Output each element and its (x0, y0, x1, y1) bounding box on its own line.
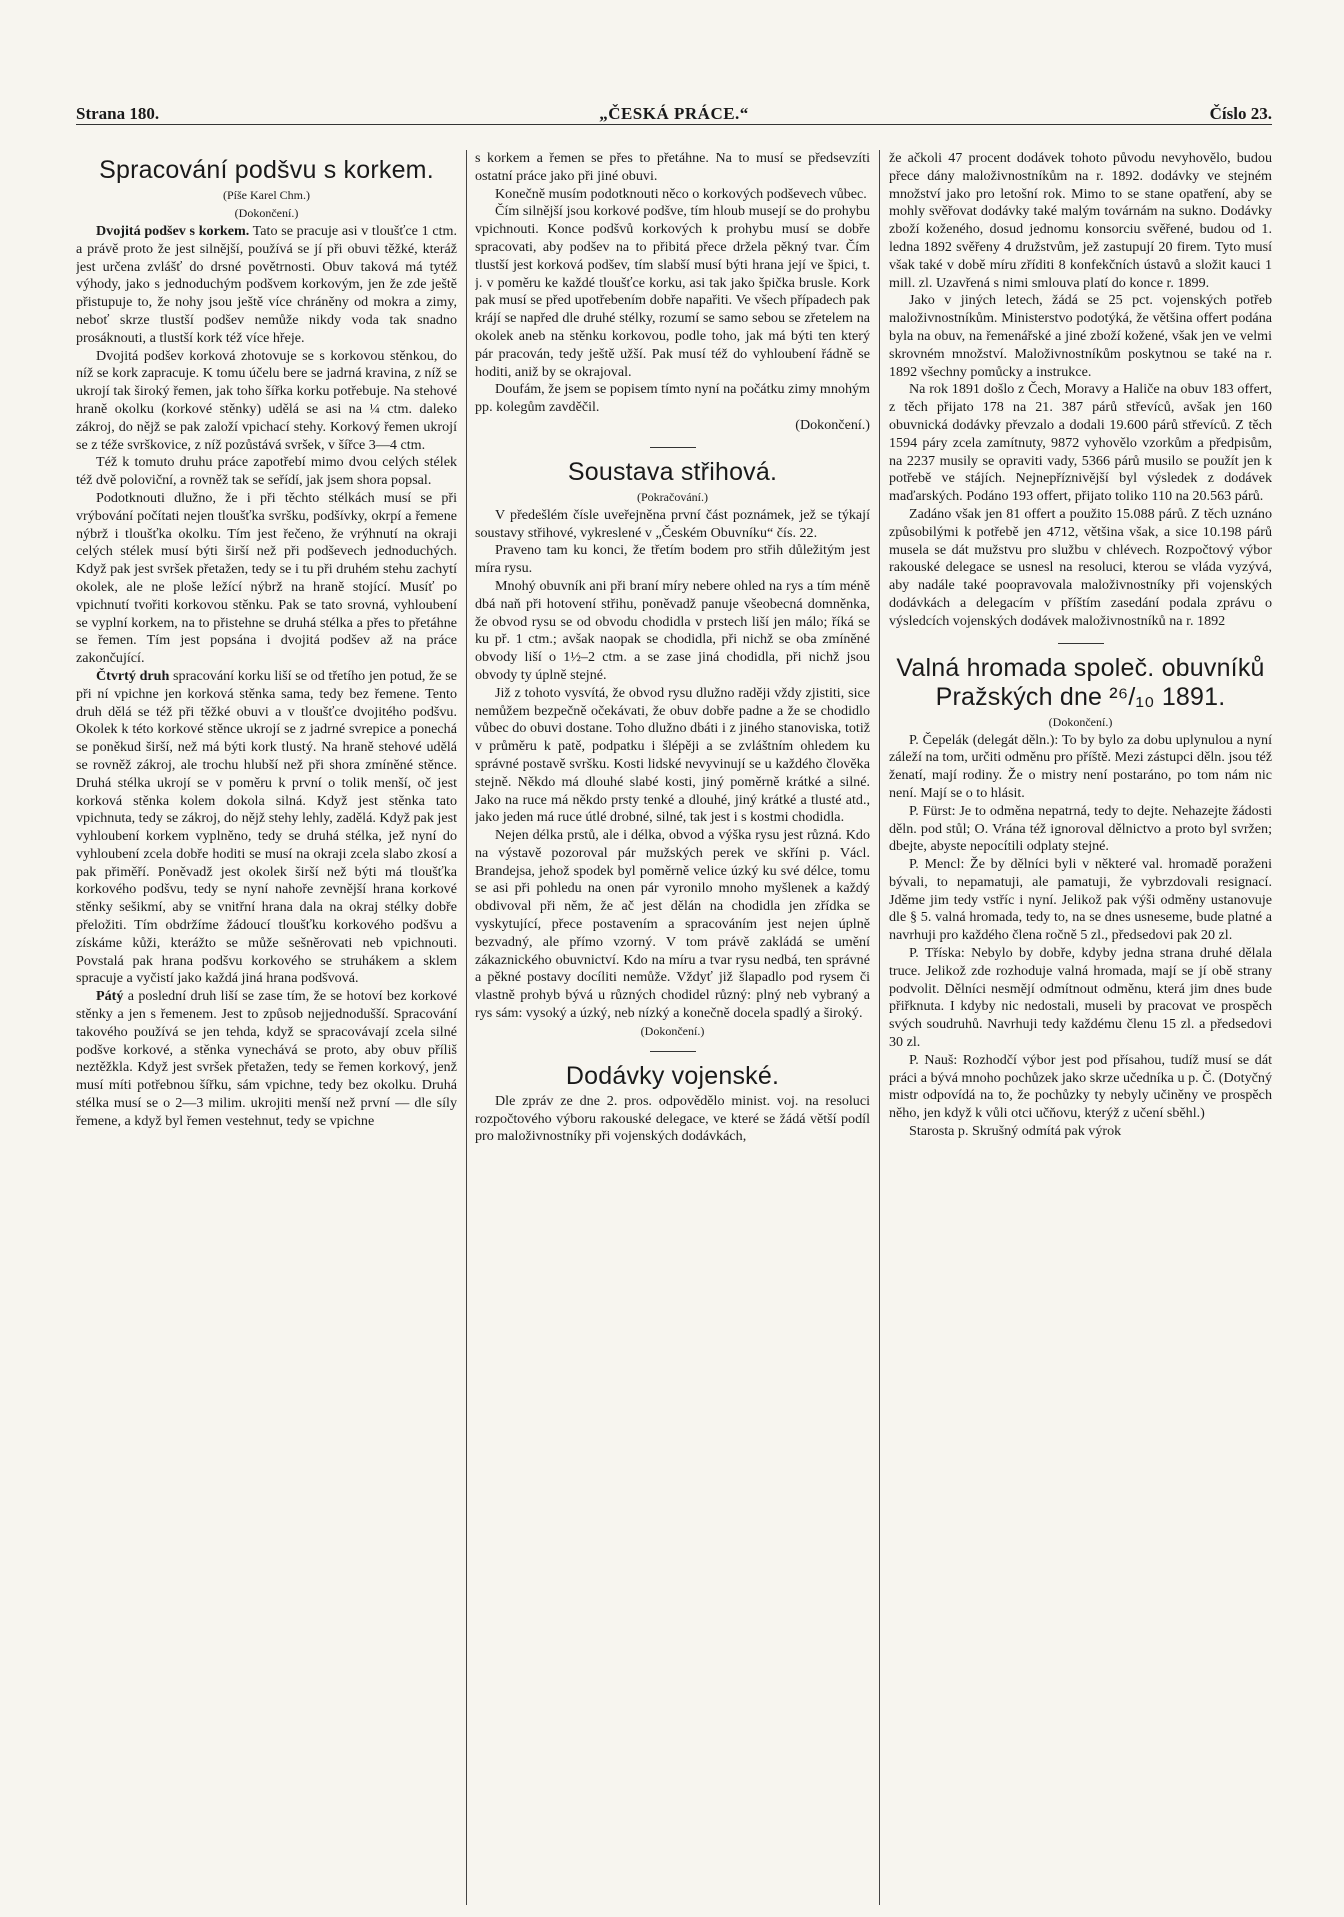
paragraph: P. Nauš: Rozhodčí výbor jest pod přísahou, tudíž musí se dát práci a bývá mnoho pochůzek jako skrze učedníka u p. Č. (Dotyčný mistr odpovídá na to, že pochůzky ty nebyly učiněny ve prospěch něho, jen když k vůli otci učňovu, kterýž z učení sběhl.) (889, 1051, 1272, 1122)
paragraph: Starosta p. Skrušný odmítá pak výrok (909, 1123, 1122, 1140)
article-status: (Pokračování.) (637, 489, 708, 504)
separator (650, 1051, 696, 1052)
paragraph: Na rok 1891 došlo z Čech, Moravy a Haliče na obuv 183 offert, z těch přijato 178 na 21. 387 párů střevíců, avšak jen 160 obuvnická dodávky převzalo a dodali 19.600 párů střevíců. Z těch 1594 páry zcela zamítnuty, 9872 vyhovělo vzorkům a předpisům, na 2237 musily se opraviti vady, 5366 párů musilo se použít jen k potřebě ve stájích. Nejnepříznivější byl výsledek z dodávek maďarských. Podáno 193 offert, přijato toliko 110 na 20.563 párů. (889, 381, 1272, 505)
paragraph: Konečně musím podotknouti něco o korkových podševech vůbec. (495, 185, 867, 202)
article-status: (Dokončení.) (1048, 714, 1113, 729)
paragraph: Praveno tam ku konci, že třetím bodem pro střih důležitým jest míra rysu. (475, 542, 870, 577)
paragraph: že ačkoli 47 procent dodávek tohoto původu nevyhovělo, budou přece dány maloživnostníkům na r. 1892. dodávky ve stejném množství jako pro letošní rok. Mimo to se stane opatření, aby se mohly svěřovat dodávky také malým továrnám na sukno. Dodávky zboží koženého, dosud jednomu konsorciu svěřené, budou od 1. ledna 1892 svěřeny 4 družstvům, jež zastupují 20 firem. Tyto musí však také v době míru zříditi 8 konfekčních ústavů a složit kauci 1 mill. zl. Uzavřená s nimi smlouva platí do konce r. 1899. (889, 150, 1272, 291)
page-header (76, 100, 1272, 125)
paragraph: P. Čepelák (delegát děln.): To by bylo za dobu uplynulou a nyní záleží na tom, určiti odměnu pro příště. Mezi zástupci děln. jsou též ženatí, mají rodiny. Že o mistry není postaráno, po tom nám nic není. Mají se o to hlásit. (889, 731, 1272, 801)
paragraph-lead: Pátý (96, 988, 124, 1005)
article-title: Valná hromada společ. obuvníků Pražských dne ²⁶/₁₀ 1891. (896, 653, 1265, 711)
article-author: (Píše Karel Chm.) (223, 188, 310, 202)
column-rule (466, 150, 467, 1905)
article-title: Spracování podšvu s korkem. (99, 156, 434, 184)
article-end: (Dokončení.) (795, 416, 870, 433)
paragraph: V předešlém čísle uveřejněna první část poznámek, jež se týkají soustavy střihové, vykreslené v „Českém Obuvníku“ čís. 22. (475, 506, 870, 541)
paragraph: P. Tříska: Nebylo by dobře, kdyby jedna strana druhé dělala truce. Jelikož zde rozhoduje valná hromada, mají se jí obě strany podvolit. Dělníci nesmějí odmítnout odměnu, která jim dnes bude přiřknuta. I kdyby nic nedostali, museli by pracovat ve prospěch svých soudruhů. Navrhuji tedy každému členu 15 zl. a předsedovi 30 zl. (889, 945, 1272, 1051)
paragraph: Již z tohoto vysvítá, že obvod rysu dlužno raději vždy zjistiti, sice nemůžem bezpečně očekávati, že obuv dobře padne a že se chodidlo vůbec do obuvi dostane. Toho dlužno dbáti i z jiného stanoviska, totiž v průměru k patě, podpatku i šlépěji a se zvláštním ohledem ku správné postavě svršku. Kosti lidské nevyvinují se u každého člověka stejně. Někdo má dlouhé slabé kosti, jiný poměrně krátké a silné. Jako na ruce má někdo prsty tenké a dlouhé, jiný krátké a tlusté atd., jako jeden má ruce útlé drobné, silné, tak jest i s kostmi chodidla. (475, 684, 870, 826)
paragraph: P. Mencl: Že by dělníci byli v některé val. hromadě poraženi bývali, to nepamatuji, ale pamatuji, že vybrzdovali resignací. Jděme jim tedy vstříc i nyní. Jelikož pak výši odměny ustanovuje dle § 5. valná hromada, tedy to, na se dnes usneseme, bude platné a navrhuji pro každého člena ročně 5 zl., předsedovi pak 20 zl. (889, 856, 1272, 944)
paragraph: s korkem a řemen se přes to přetáhne. Na to musí se předsevzíti ostatní práce jako při jiné obuvi. (475, 150, 870, 184)
paragraph: Pátý a poslední druh liší se zase tím, že se hotoví bez korkové stěnky a jen s řemenem. Jest to způsob nejjednodušší. Spracování takového používá se jen tehda, když se spracovávají zcela silné podšve korkové, a stěnka vynechává se proto, aby obuv příliš neztěžkla. Když jest svršek přetažen, tedy se řemen korkový, jenž musí míti potřebnou šířku, sám vpichne, tedy bez okolku. Druhá stélka musí se o 2—3 milim. ukrojiti menší než první — dle síly řemene, a když byl řemen vestehnut, tedy se vpichne (76, 988, 457, 1129)
issue-number: Číslo 23. (1209, 104, 1272, 123)
paragraph: Dvojitá podšev korková zhotovuje se s korkovou stěnkou, do níž se kork zapracuje. K tomu účelu bere se jadrná kravina, z níž se ukrojí tak široký řemen, jak toho šířka korku potřebuje. Na stehové hraně okolku (korkové stěnky) udělá se asi na ¼ ctm. daleko zákroj, do nějž se pak založí vpichací stehy. Korkový řemen ukrojí se z téže svrškovice, z níž pozůstává svršek, v šířce 3—4 ctm. (76, 347, 457, 453)
paragraph: Jako v jiných letech, žádá se 25 pct. vojenských potřeb maloživnostníkům. Ministerstvo podotýká, že většina offert podána byla na obuv, na řemenářské a jiné zboží kožené, však jen ve velmi skrovném množství. Maloživnostníkům poskytnou se také na r. 1892 všechny pomůcky a instrukce. (889, 292, 1272, 380)
column-2 (475, 150, 870, 1905)
column-1 (76, 150, 457, 1905)
article-title: Dodávky vojenské. (565, 1061, 780, 1090)
masthead-title: „ČESKÁ PRÁCE.“ (599, 104, 749, 123)
paragraph: Nejen délka prstů, ale i délka, obvod a výška rysu jest různá. Kdo na výstavě pozoroval pár mužských perek ve skříni p. Václ. Brandejsa, jehož spodek byl poměrně velice úzký ku své délce, tomu se asi při pohledu na onen pár vyronilo mnoho myšlenek a každý obdivoval při něm, že ač jest dělán na chodidla jen zřídka se vyskytující, přece postavením a spracováním jest nejen úplně bezvadný, ale přímo vzorný. V tom právě zakládá se umění zákaznického obuvnictví. Kdo na míru a tvar rysu nedbá, ten správné a pěkné postavy docíliti nemůže. Vždyť již šlapadlo pod rysem či vlastně prohyb bývá u různých chodidel různý: plný neb vybraný a rys sám: vysoký a úzký, neb nízký a konečně docela spadlý a široký. (475, 827, 870, 1022)
article-end: (Dokončení.) (640, 1023, 705, 1038)
paragraph-lead: Čtvrtý druh (96, 667, 170, 684)
paragraph: Dle zpráv ze dne 2. pros. odpovědělo minist. voj. na resoluci rozpočtového výboru rakouské delegace, ve které se žádá větší podíl pro maloživnostníky při vojenských dodávkách, (475, 1092, 870, 1145)
paragraph-lead: Dvojitá podšev s korkem. (96, 223, 250, 239)
paragraph: Dvojitá podšev s korkem. Tato se pracuje asi v tloušťce 1 ctm. a právě proto že jest silnější, používá se jí při obuvi těžké, kteráž jest určena zvlášť do drsné povětrnosti. Obuv taková má tytéž výhody, jako s jednoduchým podšvem korkovým, jen že zde ještě přistupuje to, že nohy jsou ještě více chráněny od mokra a zimy, neboť skrze tlustší podšev nemůže nikdy voda tak snadno prosáknouti, a tlustší kork též více hřeje. (76, 223, 457, 346)
paragraph: Doufám, že jsem se popisem tímto nyní na počátku zimy mnohým pp. kolegům zavděčil. (475, 381, 870, 416)
paragraph: Čím silnější jsou korkové podšve, tím hloub musejí se do prohybu vpichnouti. Konce podšvů korkových k prohybu musí se dobře spracovati, aby podšev na to přibitá přece držela pěkný tvar. Čím tlustší jest korková podšev, tím slabší musí býti hrana její ve špici, t. j. v poměru ke každé tloušťce korku, asi tak jako špička brusle. Kork pak musí se před upotřebením dobře napařiti. Ve všech případech pak krájí se napřed dle druhé stélky, rozumí se samo sebou se zřetelem na okolek aneb na stěnku korkovou, podle toho, jak má býti ten který pár pracován, tedy ještě užší. Pak musí též do vyhloubení řádně se hoditi, aniž by se okrajoval. (475, 203, 870, 380)
column-3 (889, 150, 1272, 1905)
paragraph: P. Fürst: Je to odměna nepatrná, tedy to dejte. Nehazejte žádosti děln. pod stůl; O. Vrána též ignoroval dělnictvo a proto byl svržen; dbejte, abyste nepocítili odplaty stejné. (889, 802, 1272, 855)
separator (1058, 643, 1104, 644)
column-rule (879, 150, 880, 1905)
paragraph: Též k tomuto druhu práce zapotřebí mimo dvou celých stélek též dvě poloviční, a rovněž tak se seřídí, jak jsem shora popsal. (76, 454, 457, 489)
paragraph: Podotknouti dlužno, že i při těchto stélkách musí se při vrýbování počítati nejen tloušťka svršku, podšívky, okrpí a řemene nýbrž i tloušťka okolku. Tím jest řečeno, že vrýhnutí na okraji celých stélek musí býti širší než při podševech jednoduchých. Když pak jest svršek přetažen, tedy se i tu při druhém stehu zachytí okolek, ale ne ploše ležící nýbrž na hraně stojící. Musíť po vpichnutí tvořiti korkovou stěnku. Pak se tato srovná, vyhloubení se vyplní korkem, na to přistehne se druhá stélka a přes to přetáhne se řemen. Tím jest popsána i dvojitá podšev až na práce zakončující. (76, 489, 457, 667)
separator (650, 447, 696, 448)
article-status: (Dokončení.) (234, 206, 299, 220)
paragraph: Zadáno však jen 81 offert a použito 15.088 párů. Z těch uznáno způsobilými k potřebě jen 4712, většina však, a sice 10.198 párů musela se dát mužstvu pro službu v chlévech. Rozpočtový výbor rakouské delegace se usnesl na resoluci, kterou se vláda vyzývá, aby nadále také poopravovala maloživnostníky při vojenských dodávkách a delegacím v příštím zasedání podala zprávu o výsledcích vojenských dodávek maloživnostníků na r. 1892 (889, 505, 1272, 629)
article-title: Soustava střihová. (567, 457, 778, 486)
paragraph: Čtvrtý druh spracování korku liší se od třetího jen potud, že se při ní vpichne jen korková stěnka sama, tedy bez řemene. Tento druh dělá se též při těžké obuvi a v tloušťce dvojitého podšvu. Okolek k této korkové stěnce ukrojí se z jadrné svrepice a ponechá se poněkud širší, než má býti kork tlustý. Na hraně stehové udělá se rovněž zákroj, ale trochu hlubší než při shora zmíněné stěnce. Druhá stélka ukrojí se v poměru k první o tolik menší, oč jest korková stěnka kolem dokola silná. Když jest stěnka tato vpichnuta, tedy se zákroj, do nějž stehy lehly, zadělá. Když pak jest vyhloubení korkem vyplněno, tedy se druhá stélka, jež nyní do vyhloubení zcela dobře hoditi se musí na okraji zcela slabo zkosí a pak přiměří. Poněvadž jest okolek širší než býti má tloušťka korkového podšvu, tedy se nyní nahoře zevnější hrana korkové stěnky sešikmí, aby se vnitřní hrana dala na okraj stélky dobře přeložiti. Tím obdržíme žádoucí tloušťku korkového podšvu a získáme kůži, kterážto se může sešněrovati neb vpichnouti. Povstalá pak hrana podšvu korkového se struhákem a sklem spracuje a vyčistí jako každá jiná hrana podšvová. (76, 667, 457, 987)
page-number: Strana 180. (76, 104, 160, 123)
paragraph: Mnohý obuvník ani při braní míry nebere ohled na rys a tím méně dbá naň při hotovení střihu, poněvadž panuje všeobecná domněnka, že obvod rysu se od obvodu chodidla v prstech liší jen málo; říká se ku př. 1 ctm.; avšak naopak se chodidla, při nichž se oba zmíněné obvody liší o 1½–2 ctm. a se zase jiná chodidla, při nichž jsou obvody ty úplně stejné. (475, 577, 870, 683)
